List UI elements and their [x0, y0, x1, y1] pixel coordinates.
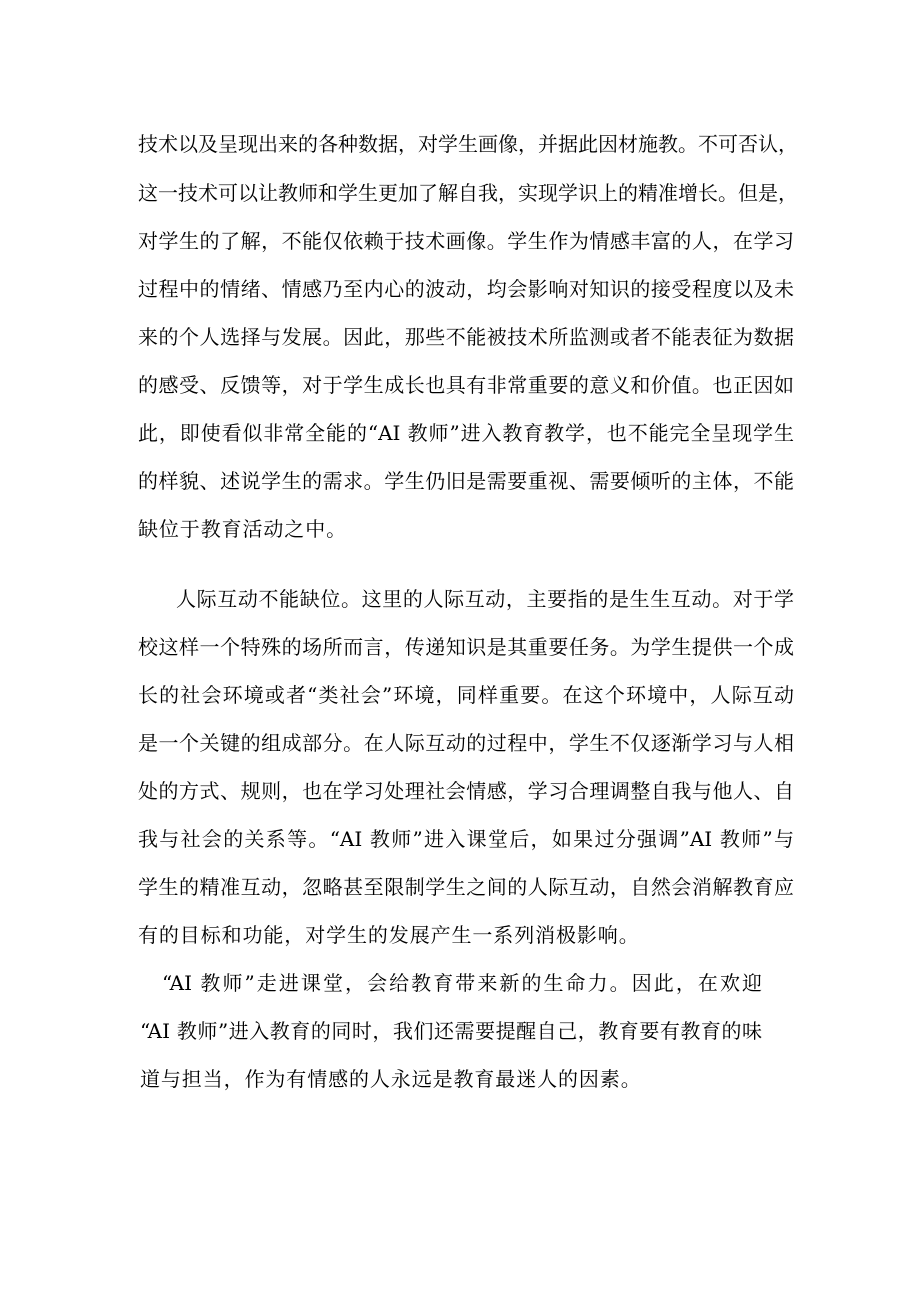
paragraph-2-line-7: 学生的精准互动，忽略甚至限制学生之间的人际互动，自然会消解教育应	[138, 875, 794, 899]
paragraph-1-line-8: 的样貌、述说学生的需求。学生仍旧是需要重视、需要倾听的主体，不能	[138, 469, 794, 493]
paragraph-1-line-2: 这一技术可以让教师和学生更加了解自我，实现学识上的精准增长。但是，	[138, 181, 798, 205]
paragraph-3-line-2: “AI 教师”进入教育的同时，我们还需要提醒自己，教育要有教育的味	[140, 1019, 762, 1043]
paragraph-2-line-1: 人际互动不能缺位。这里的人际互动，主要指的是生生互动。对于学	[176, 587, 794, 611]
paragraph-2-line-5: 处的方式、规则，也在学习处理社会情感，学习合理调整自我与他人、自	[138, 779, 794, 803]
paragraph-1-line-5: 来的个人选择与发展。因此，那些不能被技术所监测或者不能表征为数据	[138, 325, 794, 349]
paragraph-1-line-4: 过程中的情绪、情感乃至内心的波动，均会影响对知识的接受程度以及未	[138, 277, 794, 301]
paragraph-1-line-6: 的感受、反馈等，对于学生成长也具有非常重要的意义和价值。也正因如	[138, 373, 794, 397]
paragraph-2-line-3: 长的社会环境或者“类社会”环境，同样重要。在这个环境中，人际互动	[138, 683, 794, 707]
paragraph-2-line-6: 我与社会的关系等。“AI 教师”进入课堂后，如果过分强调”AI 教师”与	[138, 827, 794, 851]
paragraph-1-line-3: 对学生的了解，不能仅依赖于技术画像。学生作为情感丰富的人，在学习	[138, 229, 794, 253]
paragraph-3-line-1: “AI 教师”走进课堂，会给教育带来新的生命力。因此，在欢迎	[162, 971, 762, 995]
paragraph-2-line-2: 校这样一个特殊的场所而言，传递知识是其重要任务。为学生提供一个成	[138, 635, 794, 659]
paragraph-2-line-4: 是一个关键的组成部分。在人际互动的过程中，学生不仅逐渐学习与人相	[138, 731, 794, 755]
paragraph-1-line-1: 技术以及呈现出来的各种数据，对学生画像，并据此因材施教。不可否认，	[138, 132, 798, 156]
paragraph-1-line-9: 缺位于教育活动之中。	[138, 517, 347, 541]
paragraph-2-line-8: 有的目标和功能，对学生的发展产生一系列消极影响。	[138, 923, 640, 947]
paragraph-3-line-3: 道与担当，作为有情感的人永远是教育最迷人的因素。	[140, 1067, 642, 1091]
paragraph-1-line-7: 此，即使看似非常全能的“AI 教师”进入教育教学，也不能完全呈现学生	[138, 421, 794, 445]
